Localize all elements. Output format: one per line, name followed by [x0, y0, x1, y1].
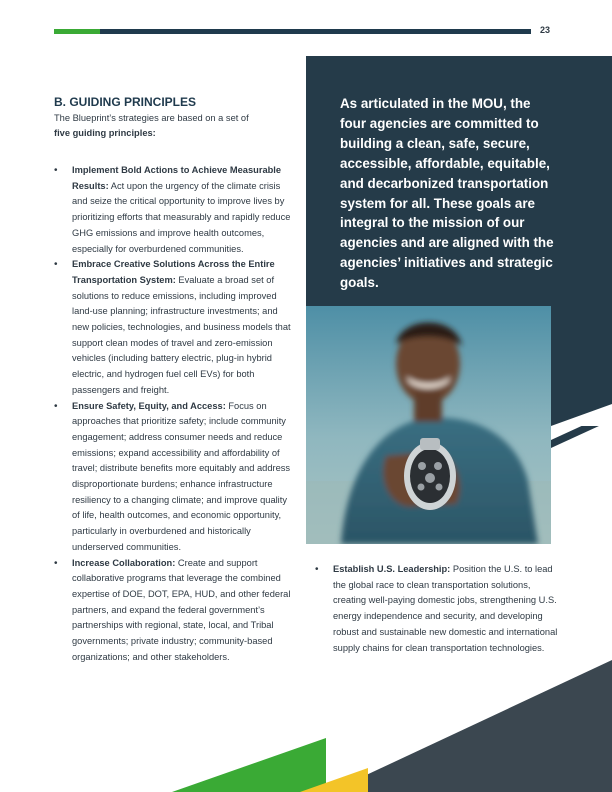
- bullet-icon: •: [54, 165, 58, 176]
- header-accent-green: [54, 29, 104, 34]
- list-item: [54, 163, 294, 257]
- list-item: [315, 562, 565, 656]
- pull-quote: As articulated in the MOU, the four agencies are committed to building a clean, safe, secure, accessible, affordable, equitable, and decarbonized transportation system for all. These goals are integral to the mission of our agencies and are aligned with the agencies’ initiatives and strategic goals.: [340, 96, 554, 291]
- list-item: [54, 556, 294, 666]
- bullet-icon: •: [315, 564, 319, 575]
- section-title: B. GUIDING PRINCIPLES: [54, 95, 197, 109]
- principle-heading: Embrace Creative Solutions Across the Entire Transportation System:: [72, 259, 275, 285]
- bottom-green-shape: [172, 738, 326, 792]
- intro-text: The Blueprint’s strategies are based on a set of: [54, 113, 249, 123]
- principle-heading: Ensure Safety, Equity, and Access:: [72, 400, 226, 411]
- bullet-icon: •: [54, 400, 58, 412]
- principle-text: Evaluate a broad set of solutions to reduce emissions, including improved land-use planning; infrastructure investments; and new policies, technologies, and business models that support clean modes of travel and zero-emission vehicles (including battery electric, plug-in hybrid electric, and hydrogen fuel cell EVs) for both passengers and freight.: [72, 274, 291, 395]
- principle-heading: Increase Collaboration:: [72, 557, 176, 568]
- guiding-principles-section: [54, 94, 294, 666]
- list-item: [54, 399, 294, 556]
- header-rule: [100, 29, 531, 34]
- principle-heading: Establish U.S. Leadership:: [333, 564, 451, 574]
- bullet-icon: •: [54, 259, 58, 271]
- section-intro: [54, 111, 294, 141]
- principle-text: Create and support collaborative programs that leverage the combined expertise of DOE, DOT, EPA, HUD, and other federal partners, and expand the federal government’s partnerships with regional, state, local, and Tribal governments; private industry; community-based organizations; and other stakeholders.: [72, 557, 291, 662]
- list-item: [54, 257, 294, 398]
- principle-heading: Implement Bold Actions to Achieve Measurable Results:: [72, 165, 282, 191]
- principles-list: [54, 163, 294, 666]
- bullet-icon: •: [54, 557, 58, 569]
- bottom-dark-shape: [330, 660, 612, 792]
- principle-text: Focus on approaches that prioritize safety; include community engagement; address consumer needs and reduce emissions; expand accessibility and affordability of travel; distribute benefits more equitably and address disproportionate burdens; enhance infrastructure resiliency to a changing climate; and improve quality of life, health outcomes, and economic opportunity, particularly in overburdened and historically underserved communities.: [72, 400, 291, 552]
- principle-text: Act upon the urgency of the climate crisis and seize the critical opportunity to improve lives by prioritizing efforts that measurably and rapidly reduce GHG emissions and improve health outcomes, especially for overburdened communities.: [72, 180, 291, 254]
- intro-bold-text: five guiding principles:: [54, 128, 156, 138]
- page-number: 23: [540, 25, 551, 35]
- principle-text: Position the U.S. to lead the global race to clean transportation solutions, creating well-paying domestic jobs, strengthening U.S. energy independence and security, and developing robust and sustainable new domestic and international supply chains for clean transportation technologies.: [333, 564, 558, 653]
- ev-charger-photo: [306, 306, 551, 544]
